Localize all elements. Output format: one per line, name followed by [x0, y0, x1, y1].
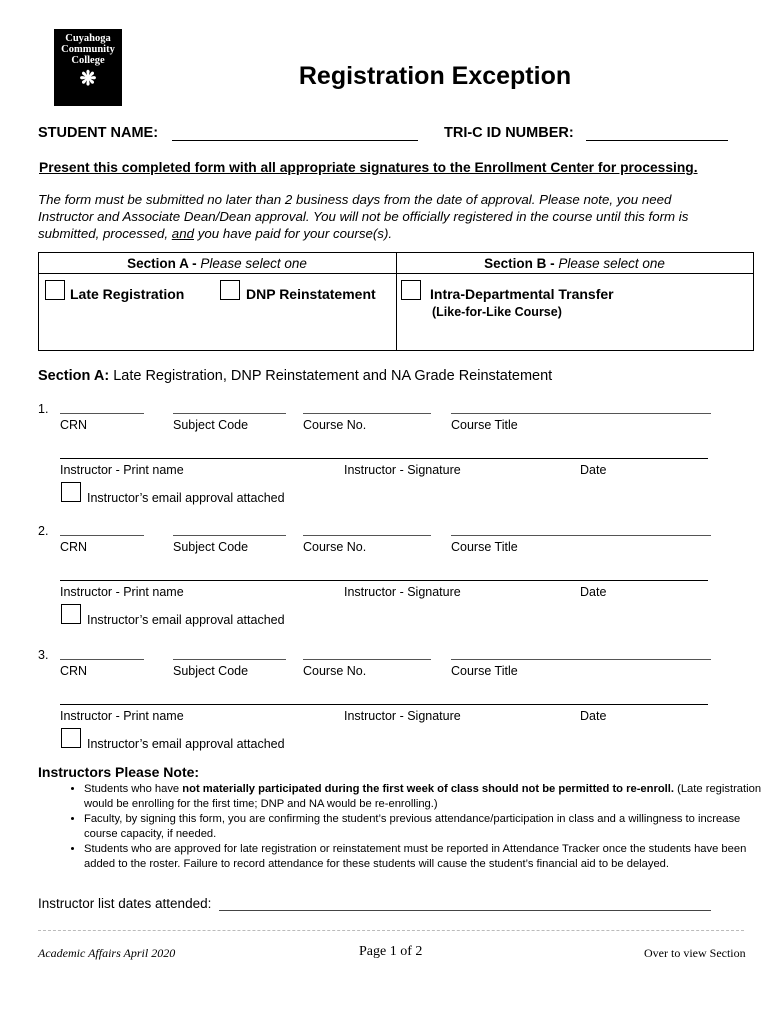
intra-transfer-checkbox[interactable]: [401, 280, 421, 300]
instructor-signature-line[interactable]: [60, 458, 708, 459]
subject-code-field[interactable]: [173, 413, 286, 414]
section-a-title-text: Late Registration, DNP Reinstatement and NA Grade Reinstatement: [113, 368, 553, 384]
email-approval-checkbox[interactable]: [61, 604, 81, 624]
crn-label: CRN: [60, 418, 88, 432]
note-1-bold: not materially participated during the first week of class should not be permitted to re-enroll.: [182, 783, 674, 795]
subject-code-field[interactable]: [173, 535, 286, 536]
footer-left: Academic Affairs April 2020: [38, 946, 176, 960]
entry-number: 1.: [38, 402, 49, 416]
page-title: Registration Exception: [298, 62, 572, 90]
footer-right: Over to view Section: [644, 946, 746, 960]
entry-number: 3.: [38, 648, 49, 662]
tric-id-field[interactable]: [586, 140, 728, 141]
student-name-label: STUDENT NAME:: [38, 125, 159, 141]
subject-code-label: Subject Code: [173, 418, 249, 432]
email-approval-checkbox[interactable]: [61, 728, 81, 748]
instructors-note-list: [38, 782, 768, 873]
section-a-header-label: Section A -: [127, 256, 197, 271]
section-b-header-hint: Please select one: [558, 256, 665, 271]
instruction-heading: Present this completed form with all appropriate signatures to the Enrollment Center for processing.: [39, 160, 698, 175]
note-item: [84, 842, 768, 871]
intro-part-2: you have paid for your course(s).: [197, 226, 393, 241]
section-a-header: [38, 256, 396, 271]
email-approval-label: Instructor’s email approval attached: [87, 491, 285, 505]
instructor-signature-label: Instructor - Signature: [344, 463, 461, 477]
note-1-pre: Students who have: [84, 783, 180, 795]
section-b-header: [396, 256, 753, 271]
instructors-note-heading: Instructors Please Note:: [38, 764, 200, 780]
email-approval-label: Instructor’s email approval attached: [87, 613, 285, 627]
email-approval-checkbox[interactable]: [61, 482, 81, 502]
course-no-label: Course No.: [303, 540, 367, 554]
email-approval-label: Instructor’s email approval attached: [87, 737, 285, 751]
footer-page-number: Page 1 of 2: [359, 944, 423, 959]
instructor-print-label: Instructor - Print name: [60, 463, 184, 477]
date-label: Date: [580, 585, 607, 599]
date-label: Date: [580, 709, 607, 723]
course-no-field[interactable]: [303, 413, 431, 414]
subject-code-label: Subject Code: [173, 664, 249, 678]
instructor-signature-line[interactable]: [60, 704, 708, 705]
dnp-reinstatement-label: DNP Reinstatement: [246, 286, 376, 302]
section-a-title: [38, 368, 552, 384]
dnp-reinstatement-checkbox[interactable]: [220, 280, 240, 300]
dates-attended-label: Instructor list dates attended:: [38, 896, 212, 911]
section-a-title-label: Section A:: [38, 368, 110, 384]
crn-label: CRN: [60, 664, 88, 678]
subject-code-label: Subject Code: [173, 540, 249, 554]
section-a-header-hint: Please select one: [200, 256, 307, 271]
entry-number: 2.: [38, 524, 49, 538]
course-title-label: Course Title: [451, 664, 518, 678]
course-no-field[interactable]: [303, 659, 431, 660]
late-registration-checkbox[interactable]: [45, 280, 65, 300]
section-b-header-label: Section B -: [484, 256, 555, 271]
tric-id-label: TRI-C ID NUMBER:: [444, 125, 574, 141]
course-title-field[interactable]: [451, 659, 711, 660]
intro-and: and: [171, 226, 194, 241]
course-no-label: Course No.: [303, 664, 367, 678]
late-registration-label: Late Registration: [70, 286, 185, 302]
note-item: [84, 812, 768, 841]
instructor-print-label: Instructor - Print name: [60, 709, 184, 723]
intra-transfer-sublabel: (Like-for-Like Course): [432, 305, 562, 319]
note-2: Faculty, by signing this form, you are confirming the student’s previous attendance/participation in class and a willingness to increase course capacity, if needed.: [84, 813, 741, 840]
note-1-post: (Late registration would be enrolling for the first time; DNP and NA would be re-enrolling.): [84, 783, 762, 810]
crn-label: CRN: [60, 540, 88, 554]
course-title-field[interactable]: [451, 413, 711, 414]
subject-code-field[interactable]: [173, 659, 286, 660]
note-3: Students who are approved for late registration or reinstatement must be reported in Attendance Tracker once the students have been added to the roster. Failure to record attendance for these students will cause the student’s financial aid to be delayed.: [84, 843, 747, 870]
intro-paragraph: [38, 191, 718, 242]
dates-attended-field[interactable]: [219, 910, 711, 911]
course-no-label: Course No.: [303, 418, 367, 432]
footer-rule: [38, 930, 744, 931]
crn-field[interactable]: [60, 659, 144, 660]
logo-line-3: College: [71, 55, 105, 66]
note-item: [84, 782, 768, 811]
course-title-label: Course Title: [451, 540, 518, 554]
snowflake-icon: ❋: [79, 68, 97, 90]
intra-transfer-label: Intra-Departmental Transfer: [430, 286, 614, 302]
crn-field[interactable]: [60, 535, 144, 536]
table-header-rule: [38, 273, 753, 274]
instructor-print-label: Instructor - Print name: [60, 585, 184, 599]
instructor-signature-label: Instructor - Signature: [344, 585, 461, 599]
date-label: Date: [580, 463, 607, 477]
student-name-field[interactable]: [172, 140, 418, 141]
crn-field[interactable]: [60, 413, 144, 414]
logo-line-1: Cuyahoga: [65, 33, 111, 44]
intro-part-1: The form must be submitted no later than 2 business days from the date of approval. Please note, you need Instructor and Associate Dean/Dean approval. You will not be officially registered in the course until this form is submitted, processed,: [38, 192, 689, 241]
course-title-label: Course Title: [451, 418, 518, 432]
instructor-signature-label: Instructor - Signature: [344, 709, 461, 723]
instructor-signature-line[interactable]: [60, 580, 708, 581]
course-no-field[interactable]: [303, 535, 431, 536]
logo-line-2: Community: [61, 44, 115, 55]
course-title-field[interactable]: [451, 535, 711, 536]
